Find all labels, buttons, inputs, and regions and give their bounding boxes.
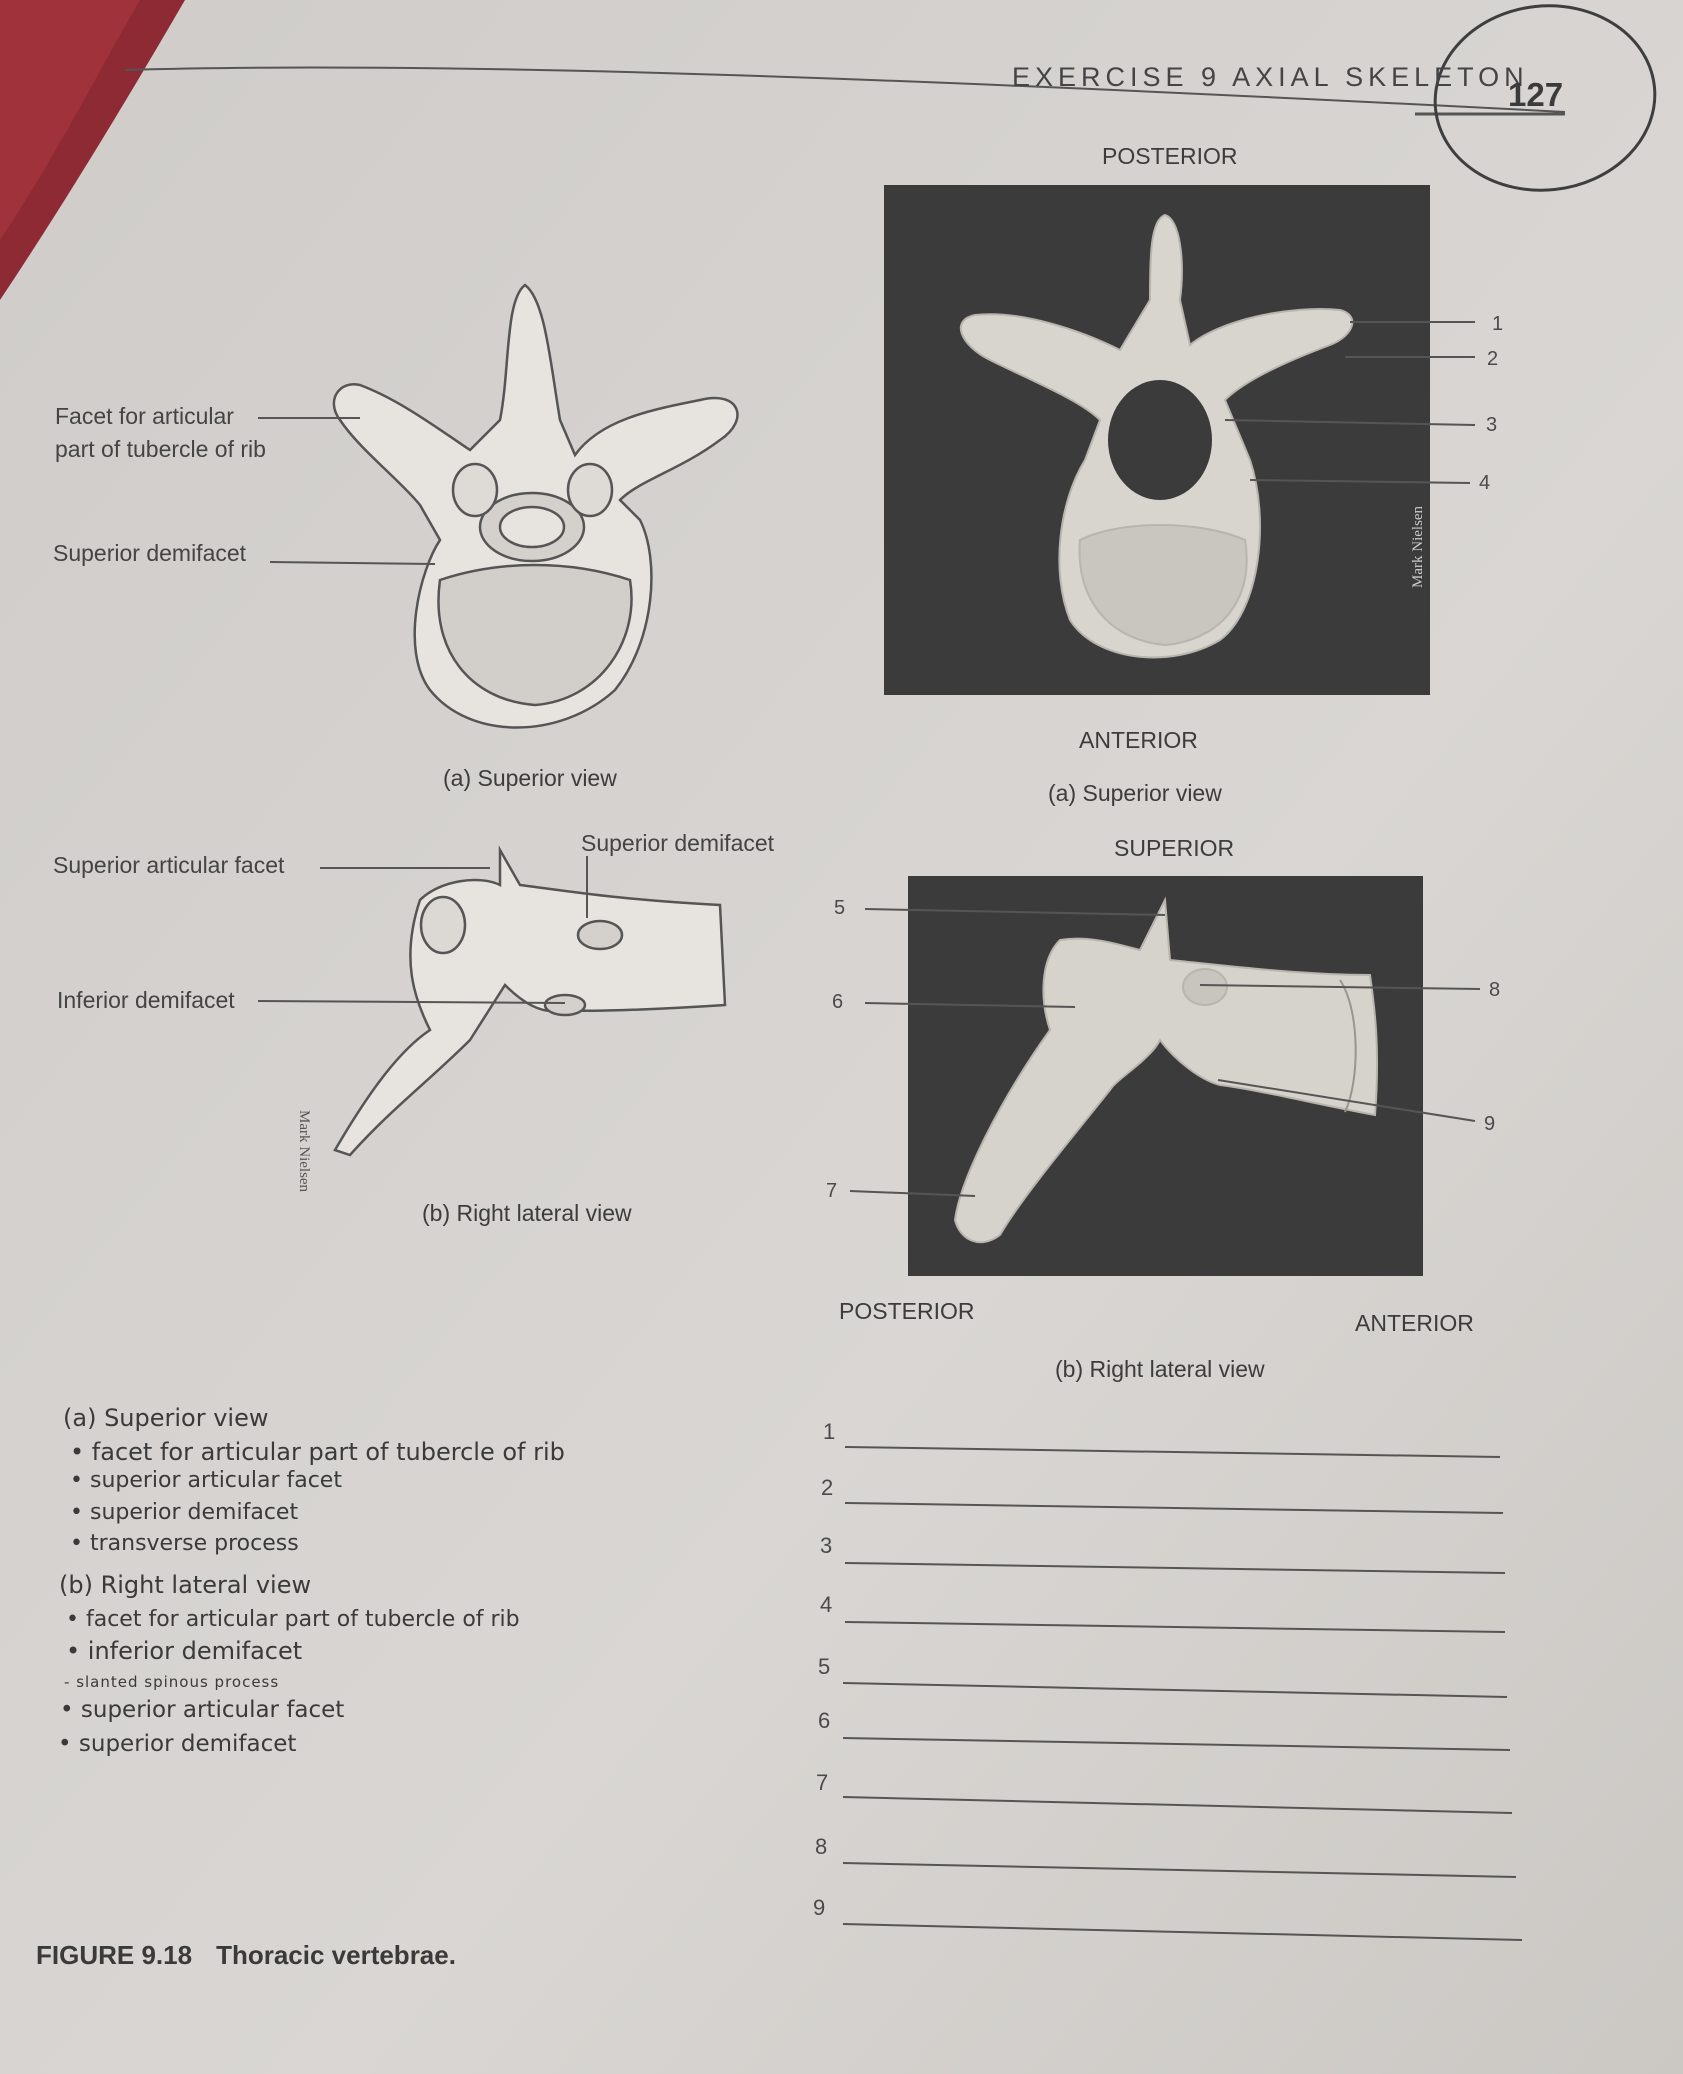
label-facet-line2: part of tubercle of rib [55,436,266,462]
wordlist-b-title: (b) Right lateral view [59,1571,312,1599]
answer-blank-number: 9 [813,1895,826,1920]
photo-a-anterior: ANTERIOR [1079,727,1198,753]
wordlist-item-text: facet for articular part of tubercle of rib [91,1438,565,1466]
wordlist-item: • inferior demifacet [66,1637,303,1665]
wordlist-item-text: slanted spinous process [76,1673,280,1691]
answer-blank-number: 5 [818,1654,831,1679]
photo-b-anterior: ANTERIOR [1355,1310,1474,1336]
wordlist-item-text: transverse process [89,1531,299,1556]
credit-photo: Mark Nielsen [1410,505,1426,588]
answer-blank-number: 1 [823,1419,836,1444]
photo-number-9: 9 [1484,1113,1496,1135]
caption-drawing-superior: (a) Superior view [443,765,617,791]
photo-number-1: 1 [1492,313,1504,335]
photo-number-2: 2 [1487,348,1499,370]
answer-blank-number: 4 [820,1592,833,1617]
wordlist-item: • facet for articular part of tubercle of rib [66,1607,520,1632]
label-inferior-demifacet: Inferior demifacet [57,987,235,1013]
page-number: 127 [1508,76,1564,113]
wordlist-item-text: inferior demifacet [87,1637,303,1665]
credit-drawing: Mark Nielsen [296,1110,312,1193]
wordlist-item: - slanted spinous process [64,1673,280,1691]
wordlist-item: • facet for articular part of tubercle of rib [70,1438,565,1466]
photo-b-superior: SUPERIOR [1114,835,1235,861]
wordlist-item-text: superior demifacet [78,1731,297,1757]
wordlist-item-text: superior articular facet [80,1697,345,1723]
wordlist-item: • transverse process [70,1531,299,1556]
photo-number-3: 3 [1486,414,1498,436]
label-superior-demifacet-a: Superior demifacet [53,540,247,566]
exercise-header: EXERCISE 9 AXIAL SKELETON [1012,62,1529,92]
photo-number-4: 4 [1479,472,1491,494]
label-superior-articular-facet: Superior articular facet [53,852,285,878]
photo-number-6: 6 [832,991,844,1013]
wordlist-item: • superior articular facet [70,1468,342,1493]
wordlist-item: • superior articular facet [60,1697,345,1723]
figure-title: Thoracic vertebrae. [216,1940,456,1970]
figure-caption [36,1940,456,1971]
figure-number: FIGURE 9.18 [36,1940,193,1970]
photo-a-posterior: POSTERIOR [1102,143,1238,169]
wordlist-item-text: facet for articular part of tubercle of rib [85,1607,520,1632]
wordlist-item: • superior demifacet [58,1731,297,1757]
answer-blank-number: 2 [821,1475,834,1500]
wordlist-a-title: (a) Superior view [63,1404,269,1432]
wordlist-item-text: superior articular facet [89,1468,342,1493]
answer-blank-number: 6 [818,1708,831,1733]
photo-b-posterior: POSTERIOR [839,1298,975,1324]
answer-blank-number: 7 [816,1770,829,1795]
label-superior-demifacet-b: Superior demifacet [581,830,775,856]
caption-drawing-lateral: (b) Right lateral view [422,1200,632,1226]
label-facet-line1: Facet for articular [55,403,234,429]
caption-photo-lateral: (b) Right lateral view [1055,1356,1265,1382]
answer-blank-number: 8 [815,1834,828,1859]
caption-photo-superior: (a) Superior view [1048,780,1222,806]
wordlist-item-text: superior demifacet [89,1500,299,1525]
photo-number-8: 8 [1489,979,1501,1001]
photo-number-5: 5 [834,897,846,919]
answer-blank-number: 3 [820,1533,833,1558]
photo-number-7: 7 [826,1180,838,1202]
wordlist-item: • superior demifacet [70,1500,299,1525]
